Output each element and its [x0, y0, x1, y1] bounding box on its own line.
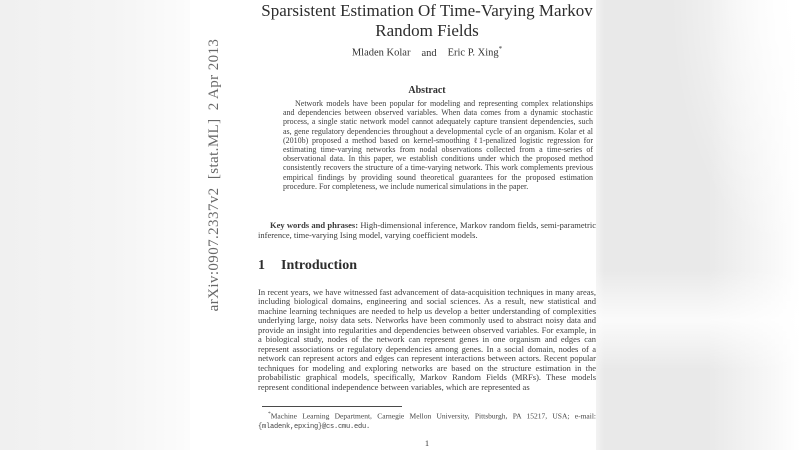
page-number: 1 — [424, 438, 430, 448]
author-name-1: Mladen Kolar — [351, 47, 411, 59]
affiliation-mark: * — [498, 45, 503, 53]
keywords-text: High-dimensional inference, Markov random fields, semi-parametric inference, time-varying Ising model, varying coefficient models. — [258, 220, 596, 240]
paper-content-column — [258, 0, 596, 450]
author-conjunction: and — [421, 47, 437, 59]
background-mid-highlight — [596, 270, 800, 370]
section-title: Introduction — [281, 258, 357, 273]
keywords-paragraph — [258, 221, 596, 240]
background-shade-left — [0, 0, 200, 450]
footnote-mark: * — [268, 411, 271, 417]
arxiv-watermark: arXiv:0907.2337v2 [stat.ML] 2 Apr 2013 — [206, 38, 222, 312]
author-line — [258, 45, 596, 59]
footnote-email: {mladenk,epxing}@cs.cmu.edu. — [258, 422, 371, 431]
abstract-body: Network models have been popular for modeling and representing complex relationships and dependencies between observed variables. When data comes from a dynamic stochastic process, a single static network model cannot adequately capture transient dependencies, such as, gene regulatory dependencies throughout a developmental cycle of an organism. Kolar et al (2010b) proposed a method based on kernel-smoothing ℓ1-penalized logistic regression for estimating time-varying networks from nodal observations collected from a time-series of observational data. In this paper, we establish conditions under which the proposed method consistently recovers the structure of a time-varying network. This work complements previous empirical findings by providing sound theoretical guarantees for the proposed estimation procedure. For completeness, we include numerical simulations in the paper. — [283, 99, 593, 191]
section-number: 1 — [258, 258, 265, 273]
footnote-text: Machine Learning Department, Carnegie Mellon University, Pittsburgh, PA 15217, USA; e-mail: — [270, 411, 596, 421]
paper-title: Sparsistent Estimation Of Time-Varying Markov Random Fields — [261, 1, 593, 40]
background-corner-highlight — [670, 0, 800, 260]
section-heading-introduction — [258, 258, 596, 274]
footnote-rule — [262, 406, 402, 407]
abstract-heading: Abstract — [408, 85, 446, 96]
keywords-label: Key words and phrases: — [270, 220, 359, 230]
introduction-paragraph: In recent years, we have witnessed fast advancement of data-acquisition techniques in many areas, including biological domains, engineering and social sciences. As a result, new statistical and machine learning techniques are needed to help us develop a better understanding of complexities underlying large, noisy data sets. Networks have been commonly used to abstract noisy data and provide an insight into regularities and dependencies between observed variables. For example, in a biological study, nodes of the network can represent genes in one organism and edges can represent associations or regulatory dependencies among genes. In a social domain, nodes of a network can represent actors and edges can represent interactions between actors. Recent popular techniques for modeling and exploring networks are based on the structure estimation in the probabilistic graphical models, specifically, Markov Random Fields (MRFs). These models represent conditional independence between variables, which are represented as — [258, 287, 596, 392]
background-shade-right — [596, 0, 800, 450]
author-name-2: Eric P. Xing — [447, 47, 499, 59]
footnote — [258, 410, 596, 432]
